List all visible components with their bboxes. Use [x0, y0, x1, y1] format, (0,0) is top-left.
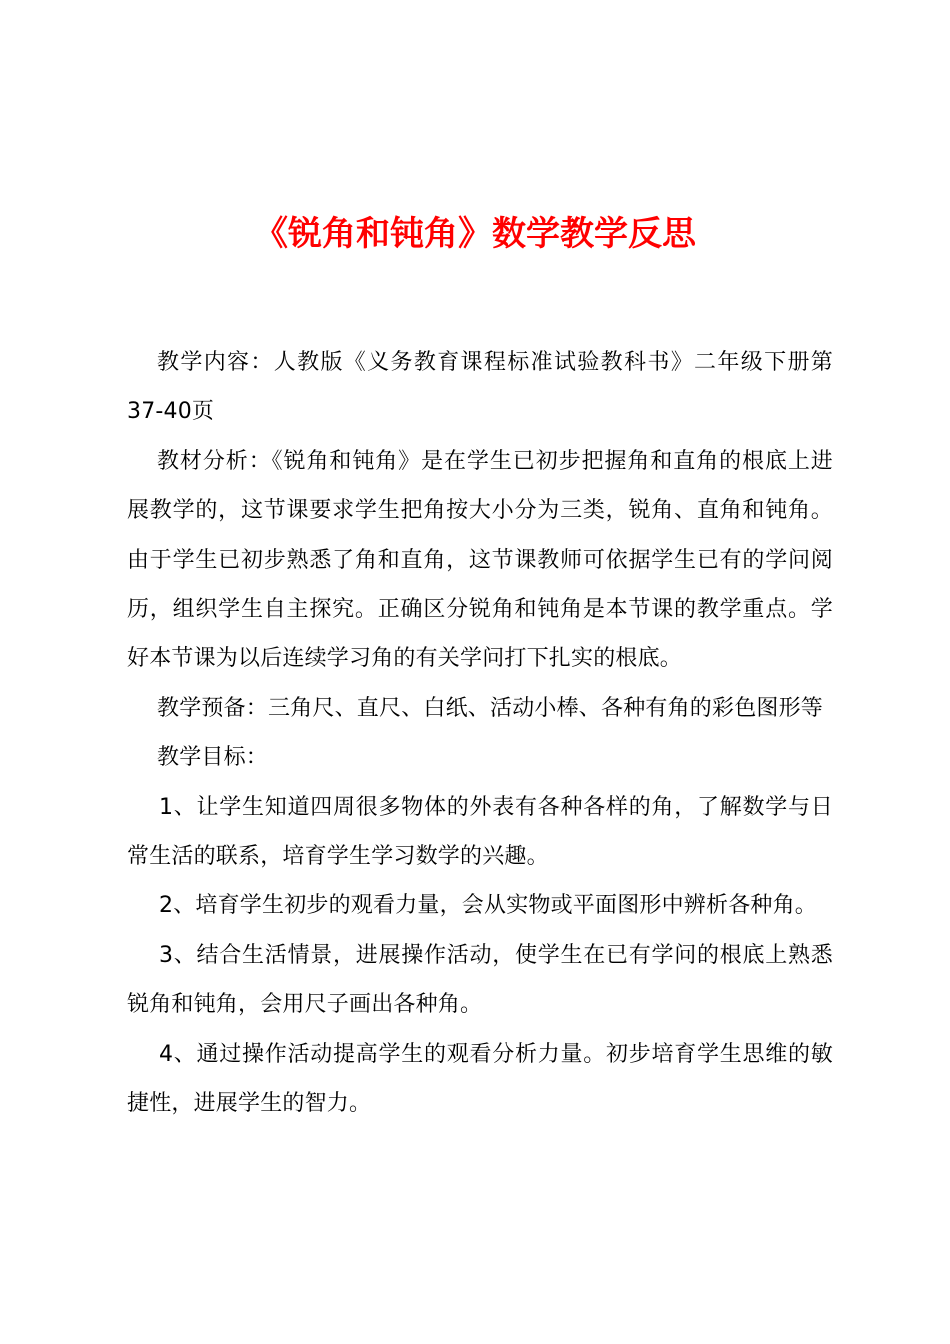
- material-analysis-paragraph: 教材分析：《锐角和钝角》是在学生已初步把握角和直角的根底上进展教学的，这节课要求学生把角按大小分为三类，锐角、直角和钝角。由于学生已初步熟悉了角和直角，这节课教师可依据学生已有的学问阅历，组织学生自主探究。正确区分锐角和钝角是本节课的教学重点。学好本节课为以后连续学习角的有关学问打下扎实的根底。: [127, 448, 833, 672]
- teaching-goals-heading: 教学目标：: [157, 745, 269, 771]
- goal-item-2: 2、培育学生初步的观看力量，会从实物或平面图形中辨析各种角。: [159, 893, 817, 919]
- document-body: [127, 338, 833, 1129]
- document-title: 《锐角和钝角》数学教学反思: [254, 214, 696, 254]
- goal-item-1: 1、让学生知道四周很多物体的外表有各种各样的角，了解数学与日常生活的联系，培育学生学习数学的兴趣。: [127, 794, 833, 870]
- teaching-content-paragraph: 教学内容：人教版《义务教育课程标准试验教科书》二年级下册第37-40页: [127, 350, 833, 425]
- goal-item-3: 3、结合生活情景，进展操作活动，使学生在已有学问的根底上熟悉锐角和钝角，会用尺子画出各种角。: [127, 942, 833, 1018]
- teaching-preparation-paragraph: 教学预备：三角尺、直尺、白纸、活动小棒、各种有角的彩色图形等: [157, 695, 824, 721]
- goal-item-4: 4、通过操作活动提高学生的观看分析力量。初步培育学生思维的敏捷性，进展学生的智力。: [127, 1041, 833, 1117]
